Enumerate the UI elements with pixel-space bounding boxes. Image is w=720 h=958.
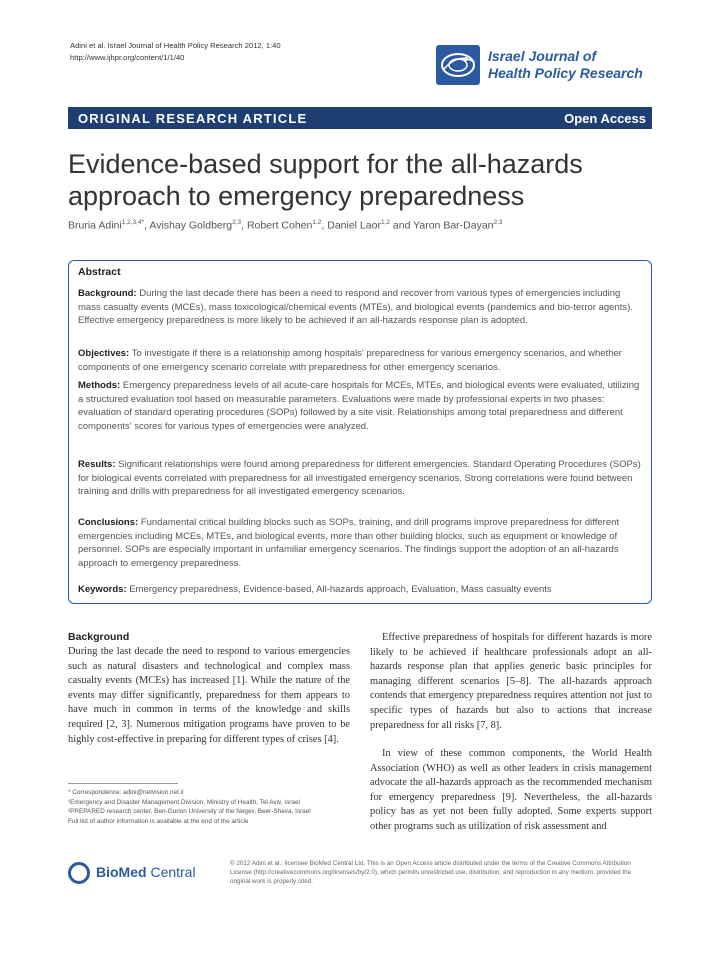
journal-name-line-2: Health Policy Research [488,65,643,81]
footnote-full-list: Full list of author information is available at the end of the article [68,817,249,825]
author-name: Robert Cohen [246,219,313,232]
author-affiliation-marker: 1,2,3,4* [121,219,145,226]
abstract-conclusions-label: Conclusions: [78,517,139,528]
abstract-results-text: Significant relationships were found among preparedness for different emergencies. Standard Operating Procedures (SOPs) for biological events correlated with preparedness for all investigated emergency scenarios. Strong correlations were found between training and drills with preparedness for all investigated emergency scenarios. [78,459,641,498]
publisher-logo [68,861,218,883]
article-type-banner [68,107,652,129]
author-separator: and [389,219,414,232]
author-separator: , [241,219,247,232]
footnote-affiliation-1: ¹Emergency and Disaster Management Division, Ministry of Health, Tel Aviv, Israel [68,798,300,806]
abstract-objectives-label: Objectives: [78,348,130,359]
section-heading-background: Background [68,631,130,643]
abstract-results-label: Results: [78,459,116,470]
author-affiliation-marker: 2,3 [232,219,242,226]
author-name: Bruria Adini [68,219,122,232]
abstract-keywords-text: Emergency preparedness, Evidence-based, All-hazards approach, Evaluation, Mass casualty events [129,584,552,595]
abstract-keywords [78,583,643,597]
abstract-methods-text: Emergency preparedness levels of all acute-care hospitals for MCEs, MTEs, and biological events were evaluated, utilizing a structured evaluation tool based on measurable parameters. Evaluations were made by professional experts in two phases: evaluation of standard operating procedures (SOPs) followed by a site visit. Relationships among total preparedness and different components' scores for various types of emergencies were analyzed. [78,380,640,432]
open-access-label: Open Access [564,111,646,126]
author-affiliation-marker: 1,2 [380,219,390,226]
author-name: Daniel Laor [327,219,381,232]
abstract-background-label: Background: [78,288,137,299]
publisher-name-rest: Central [146,864,196,880]
abstract-conclusions [78,516,643,570]
author-separator: , [144,219,150,232]
publisher-name-bold: BioMed [96,864,147,880]
journal-emblem-icon [436,45,480,85]
body-left-paragraph: During the last decade the need to respond to various emergencies such as natural disasters and technological and complex mass casualty events (MCEs) has increased [1]. While the nature of the events may differ significantly, preparedness for them appears to have much in common in terms of the knowledge and skills required [2, 3]. Numerous mitigation programs have proven to be highly cost-effective in preparing for different types of crises [4]. [68,646,350,745]
abstract-objectives [78,347,643,374]
body-right-paragraph-1: Effective preparedness of hospitals for different hazards is more likely to be achieved if healthcare professionals adopt an all-hazards response plan that applies generic basic principles for managing different scenarios [5–8]. The all-hazards approach contends that emergency preparedness requires attention not just to specific types of hazards but also to actions that increase preparedness for all risks [7, 8]. [370,632,652,731]
article-type-label: ORIGINAL RESEARCH ARTICLE [78,111,308,126]
title-line-1: Evidence-based support for the all-hazards [68,149,583,179]
author-name: Avishay Goldberg [149,219,233,232]
footnotes [68,783,348,826]
abstract-background [78,287,643,328]
abstract-methods-label: Methods: [78,380,121,391]
publisher-name [96,864,196,880]
abstract-methods [78,379,643,433]
abstract-background-text: During the last decade there has been a need to respond and recover from various types of emergencies including mass casualty events (MCEs), mass toxicological/chemical events (MTEs), and biological events (pandemics and bio-terror agents). Effective emergency preparedness is more likely to be achieved if an all-hazards response plan is adopted. [78,288,633,327]
author-name: Yaron Bar-Dayan [413,219,494,232]
footnote-affiliation-2: ²PREPARED research center, Ben-Gurion University of the Negev, Beer-Sheva, Israel [68,808,311,816]
abstract-keywords-label: Keywords: [78,584,127,595]
abstract-results [78,458,643,499]
abstract-objectives-text: To investigate if there is a relationship among hospitals' preparedness for various emergency scenarios, and whether components of one emergency scenario correlate with preparedness for other emergency scenarios. [78,348,622,373]
citation [70,40,281,64]
citation-url[interactable]: http://www.ijhpr.org/content/1/1/40 [70,53,185,62]
footnote-divider [68,783,178,784]
body-right-paragraph-2: In view of these common components, the World Health Association (WHO) as well as other leaders in crisis management advocate the all-hazards approach as the recommended mechanism for emergency preparedness [9]. Nevertheless, the all-hazards policy has as yet not been fully adopted. Some experts support other programs such as utilization of risk assessment and [370,748,652,832]
journal-name [488,48,643,82]
author-list [68,219,503,232]
author-affiliation-marker: 2,3 [493,219,503,226]
author-separator: , [321,219,328,232]
article-title [68,148,668,212]
author-affiliation-marker: 1,2 [312,219,322,226]
title-line-2: approach to emergency preparedness [68,181,525,211]
biomed-logo-icon [68,862,90,884]
footnote-correspondence[interactable]: * Correspondence: adini@netvision.net.il [68,789,184,796]
abstract-heading: Abstract [78,266,121,278]
license-text: © 2012 Adini et al.; licensee BioMed Central Ltd. This is an Open Access article distributed under the terms of the Creative Commons Attribution License (http://creativecommons.org/licenses/by/2.0), which permits unrestricted use, distribution, and reproduction in any medium, provided the original work is properly cited. [230,860,632,886]
journal-name-line-1: Israel Journal of [488,48,597,64]
abstract-conclusions-text: Fundamental critical building blocks such as SOPs, training, and drill programs improve preparedness for different emergencies including MCEs, MTEs, and biological events, more than other building blocks, such as equipment or knowledge of personnel. SOPs are especially important in unfamiliar emergency scenarios. The findings support the adoption of an all-hazards approach to emergency preparedness. [78,517,620,569]
journal-logo [436,45,646,85]
citation-line-1: Adini et al. Israel Journal of Health Policy Research 2012, 1:40 [70,41,281,50]
